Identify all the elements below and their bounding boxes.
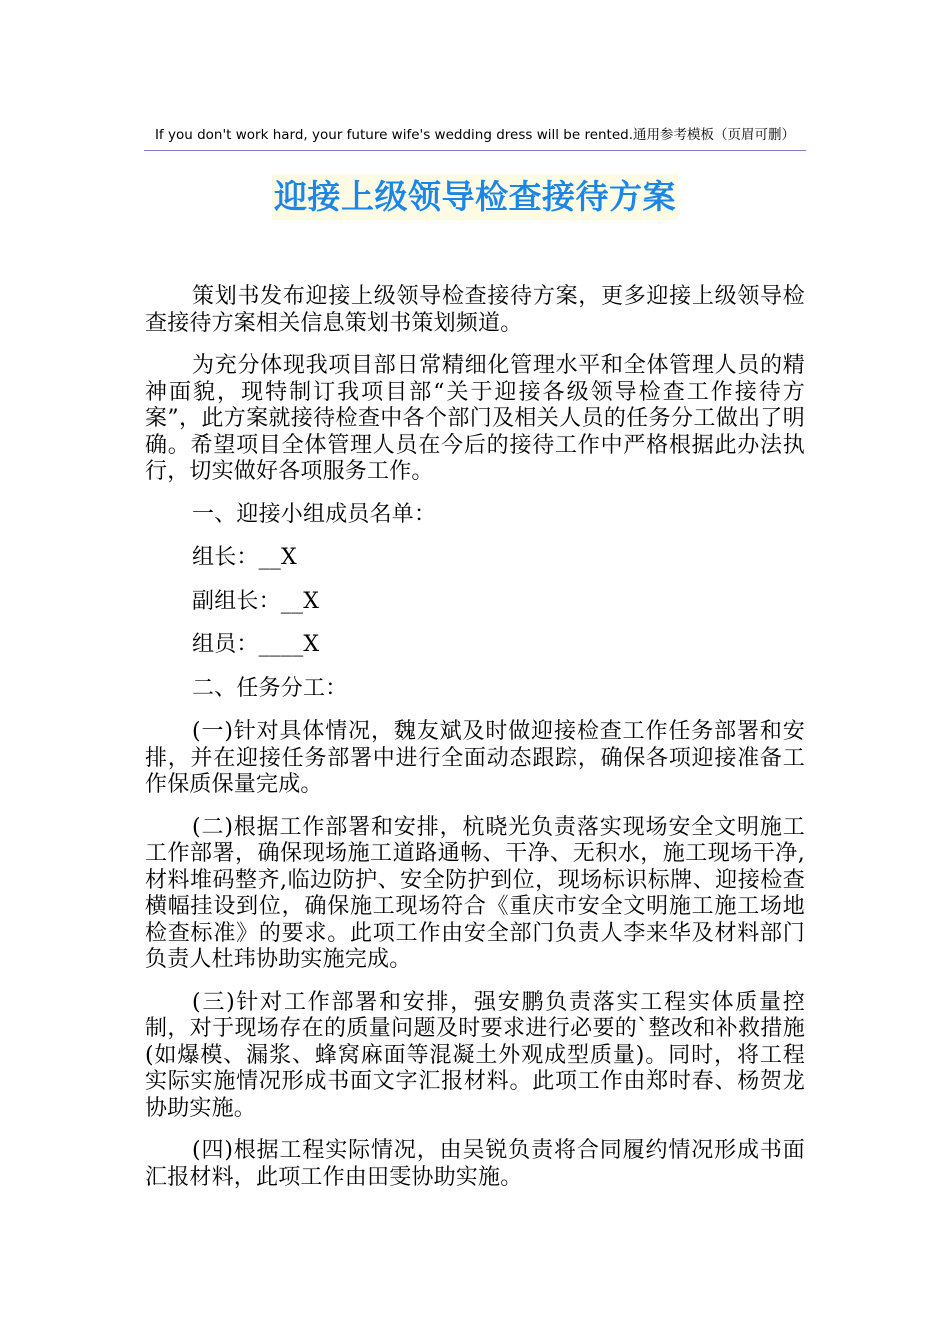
task-item-4: (四)根据工程实际情况，由吴锐负责将合同履约情况形成书面汇报材料，此项工作由田雯协助实施。 xyxy=(145,1138,805,1190)
document-body xyxy=(145,284,805,1207)
paragraph-purpose: 为充分体现我项目部日常精细化管理水平和全体管理人员的精神面貌，现特制订我项目部“关于迎接各级领导检查工作接待方案”，此方案就接待检查中各个部门及相关人员的任务分工做出了明确。希望项目全体管理人员在今后的接待工作中严格根据此办法执行，切实做好各项服务工作。 xyxy=(145,353,805,484)
section-heading-members: 一、迎接小组成员名单： xyxy=(192,501,437,527)
member-leader: 组长：__X xyxy=(192,545,297,570)
member-members: 组员：____X xyxy=(192,632,320,657)
task-item-3: (三)针对工作部署和安排，强安鹏负责落实工程实体质量控制，对于现场存在的质量问题及时要求进行必要的`整改和补救措施(如爆模、漏浆、蜂窝麻面等混凝土外观成型质量)。同时，将工程实际实施情况形成书面文字汇报材料。此项工作由郑时春、杨贺龙协助实施。 xyxy=(145,989,805,1121)
task-item-1: (一)针对具体情况，魏友斌及时做迎接检查工作任务部署和安排，并在迎接任务部署中进行全面动态跟踪，确保各项迎接准备工作保质保量完成。 xyxy=(145,719,805,797)
section-heading-tasks: 二、任务分工： xyxy=(192,675,348,701)
page-header: If you don't work hard, your future wife's wedding dress will be rented.通用参考模板（页眉可删） xyxy=(154,127,796,143)
member-deputy-leader: 副组长：__X xyxy=(192,588,320,614)
title-container xyxy=(0,174,950,220)
paragraph-intro: 策划书发布迎接上级领导检查接待方案，更多迎接上级领导检查接待方案相关信息策划书策划频道。 xyxy=(145,284,805,336)
task-item-2: (二)根据工作部署和安排，杭晓光负责落实现场安全文明施工工作部署，确保现场施工道路通畅、干净、无积水，施工现场干净,材料堆码整齐,临边防护、安全防护到位，现场标识标牌、迎接检查横幅挂设到位，确保施工现场符合《重庆市安全文明施工施工场地检查标准》的要求。此项工作由安全部门负责人李来华及材料部门负责人杜玮协助实施完成。 xyxy=(145,814,805,972)
document-title: 迎接上级领导检查接待方案 xyxy=(272,174,678,220)
header-divider xyxy=(144,150,806,151)
